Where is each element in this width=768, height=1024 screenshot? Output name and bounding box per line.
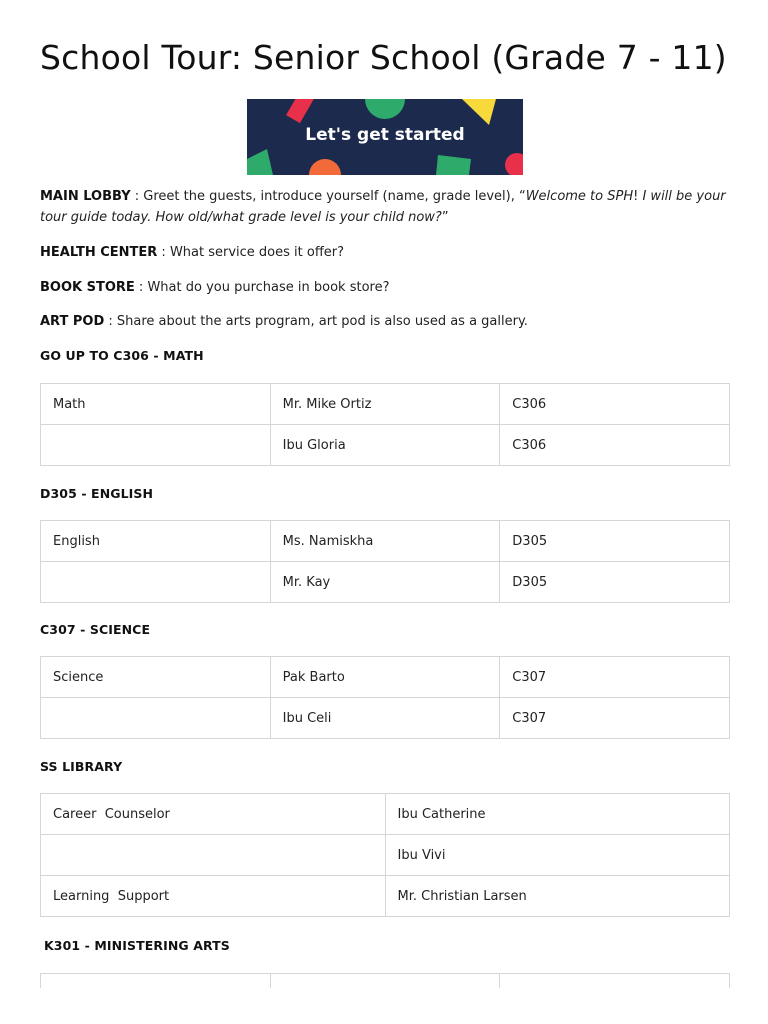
table-cell — [41, 698, 271, 739]
page-bottom-edge — [0, 988, 768, 1024]
main-lobby-quote-b: I will be your tour guide today. How old/what grade level is your child now? — [40, 189, 726, 225]
table-cell: English — [41, 521, 271, 562]
ss-library-table — [40, 793, 730, 917]
main-lobby-label: MAIN LOBBY — [40, 189, 131, 204]
science-table — [40, 656, 730, 739]
table-cell: Career Counselor — [41, 794, 386, 835]
banner-text: Let's get started — [305, 125, 465, 145]
main-lobby-paragraph — [40, 186, 730, 228]
table-cell: Science — [41, 657, 271, 698]
table-row — [41, 425, 730, 466]
english-table — [40, 520, 730, 603]
section-heading-ministering-arts: K301 - MINISTERING ARTS — [44, 938, 230, 953]
table-row — [41, 384, 730, 425]
table-cell: Pak Barto — [270, 657, 500, 698]
health-center-label: HEALTH CENTER — [40, 245, 158, 260]
table-cell — [41, 562, 271, 603]
page-title: School Tour: Senior School (Grade 7 - 11) — [40, 38, 727, 77]
table-cell: D305 — [500, 521, 730, 562]
art-pod-paragraph — [40, 311, 730, 332]
table-cell — [41, 425, 271, 466]
table-cell: C307 — [500, 657, 730, 698]
table-cell: D305 — [500, 562, 730, 603]
table-cell: Ms. Namiskha — [270, 521, 500, 562]
main-lobby-text-c: ” — [441, 210, 449, 225]
table-row — [41, 657, 730, 698]
table-cell: C306 — [500, 425, 730, 466]
table-cell: Ibu Vivi — [385, 835, 730, 876]
book-store-paragraph — [40, 277, 730, 298]
banner-image — [247, 99, 523, 175]
table-cell: Ibu Gloria — [270, 425, 500, 466]
table-row — [41, 562, 730, 603]
section-heading-math: GO UP TO C306 - MATH — [40, 348, 204, 363]
table-cell — [41, 835, 386, 876]
table-cell: C307 — [500, 698, 730, 739]
main-lobby-text: : Greet the guests, introduce yourself (name, grade level), “ — [130, 189, 526, 204]
math-table — [40, 383, 730, 466]
table-row — [41, 794, 730, 835]
table-cell: Learning Support — [41, 876, 386, 917]
section-heading-ss-library: SS LIBRARY — [40, 759, 123, 774]
health-center-text: : What service does it offer? — [157, 245, 345, 260]
section-heading-science: C307 - SCIENCE — [40, 622, 151, 637]
table-row — [41, 698, 730, 739]
main-lobby-quote-a: Welcome to SPH — [525, 189, 634, 204]
health-center-paragraph — [40, 242, 730, 263]
table-cell: Math — [41, 384, 271, 425]
art-pod-text: : Share about the arts program, art pod is also used as a gallery. — [104, 314, 528, 329]
table-row — [41, 521, 730, 562]
table-cell: Ibu Celi — [270, 698, 500, 739]
book-store-label: BOOK STORE — [40, 280, 135, 295]
table-cell: Ibu Catherine — [385, 794, 730, 835]
table-cell: Mr. Christian Larsen — [385, 876, 730, 917]
section-heading-english: D305 - ENGLISH — [40, 486, 154, 501]
table-row — [41, 876, 730, 917]
main-lobby-text-b: ! — [633, 189, 643, 204]
table-row — [41, 835, 730, 876]
table-cell: C306 — [500, 384, 730, 425]
book-store-text: : What do you purchase in book store? — [134, 280, 390, 295]
table-cell: Mr. Kay — [270, 562, 500, 603]
art-pod-label: ART POD — [40, 314, 105, 329]
table-cell: Mr. Mike Ortiz — [270, 384, 500, 425]
